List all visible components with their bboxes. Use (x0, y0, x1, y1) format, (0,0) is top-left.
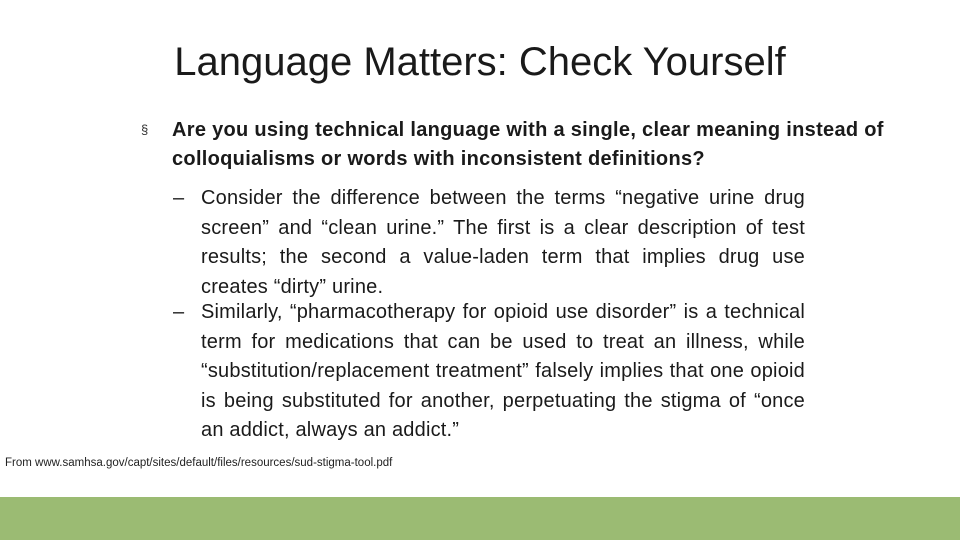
slide-title: Language Matters: Check Yourself (174, 40, 786, 84)
main-bullet-text: Are you using technical language with a single, clear meaning instead of colloquialisms or words with inconsistent definitions? (172, 119, 884, 170)
sub-bullet-text: Consider the difference between the terms “negative urine drug screen” and “clean urine.” The first is a clear description of test results; the second a value-laden term that implies drug use creates “dirty” urine. (201, 187, 805, 298)
source-citation: From www.samhsa.gov/capt/sites/default/files/resources/sud-stigma-tool.pdf (5, 457, 393, 469)
sub-bullet-text: Similarly, “pharmacotherapy for opioid use disorder” is a technical term for medications that can be used to treat an illness, while “substitution/replacement treatment” falsely implies that one opioid is being substituted for another, perpetuating the stigma of “once an addict, always an addict.” (201, 301, 805, 441)
sub-bullet-dash: – (173, 187, 185, 209)
bullet-marker: § (141, 122, 149, 137)
footer-bar (0, 497, 960, 540)
sub-bullet-2 (173, 298, 805, 446)
sub-bullet-1 (173, 184, 805, 302)
sub-bullet-dash: – (173, 301, 185, 323)
